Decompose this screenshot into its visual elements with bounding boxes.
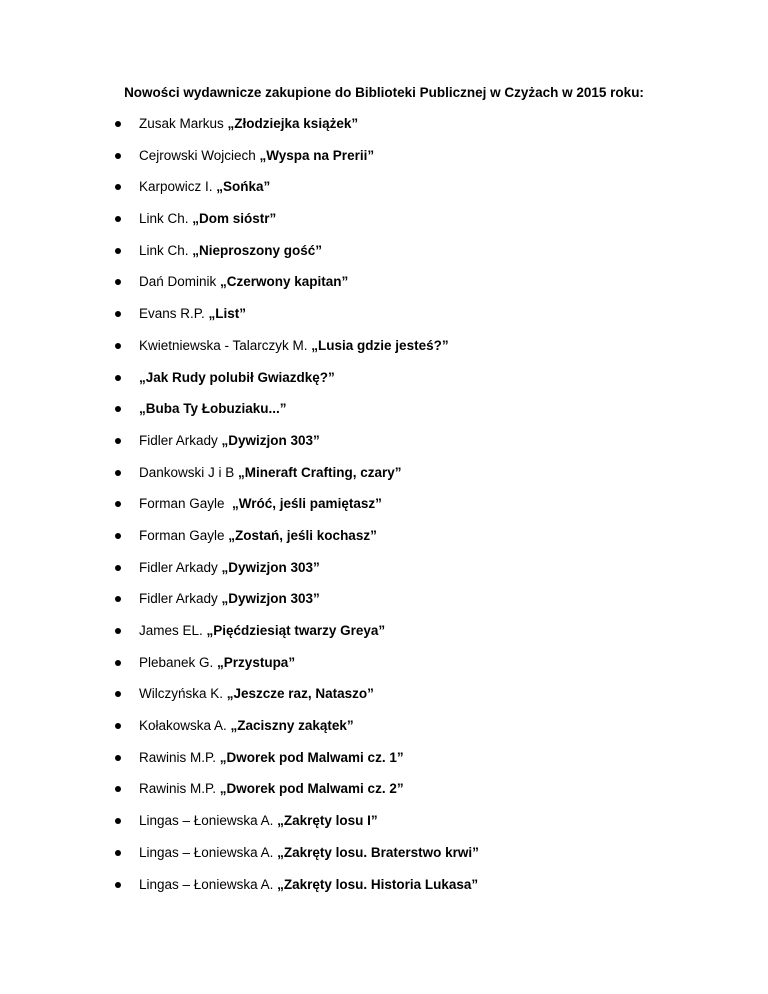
list-item <box>0 716 768 748</box>
book-author: Lingas – Łoniewska A. <box>139 844 278 860</box>
book-entry <box>139 716 354 736</box>
book-title: „Jeszcze raz, Nataszo” <box>226 686 374 702</box>
book-entry <box>139 684 374 704</box>
book-entry <box>139 336 449 356</box>
book-entry <box>139 463 402 483</box>
book-entry <box>139 526 377 546</box>
book-title: „Wróć, jeśli pamiętasz” <box>232 496 382 512</box>
bullet-icon <box>115 565 121 571</box>
book-author: Rawinis M.P. <box>139 781 220 797</box>
book-title: „Dywizjon 303” <box>221 591 320 607</box>
list-item <box>0 463 768 495</box>
book-entry <box>139 241 322 261</box>
bullet-icon <box>115 818 121 824</box>
book-title: „Zakręty losu. Historia Lukasa” <box>277 876 479 892</box>
bullet-icon <box>115 184 121 190</box>
list-item <box>0 241 768 273</box>
bullet-icon <box>115 660 121 666</box>
list-item <box>0 146 768 178</box>
book-entry <box>139 177 270 197</box>
book-title: „Buba Ty Łobuziaku...” <box>139 401 287 417</box>
book-author: James EL. <box>139 623 207 638</box>
book-title: „Dywizjon 303” <box>221 432 320 448</box>
list-item <box>0 779 768 811</box>
book-author: Fidler Arkady <box>139 591 222 607</box>
book-author: Fidler Arkady <box>139 559 222 575</box>
list-item <box>0 336 768 368</box>
page-title: Nowości wydawnicze zakupione do Biblioteki Publicznej w Czyżach w 2015 roku: <box>124 85 644 100</box>
book-list <box>0 114 768 906</box>
bullet-icon <box>115 786 121 792</box>
book-author: Link Ch. <box>139 211 193 227</box>
list-item <box>0 304 768 336</box>
book-author: Lingas – Łoniewska A. <box>139 813 278 829</box>
bullet-icon <box>115 755 121 761</box>
book-entry <box>139 304 246 324</box>
book-title: „Czerwony kapitan” <box>220 274 349 290</box>
book-entry <box>139 621 385 641</box>
book-title: „Dworek pod Malwami cz. 2” <box>219 781 404 797</box>
book-title: „Jak Rudy polubił Gwiazdkę?” <box>139 369 335 385</box>
list-item <box>0 748 768 780</box>
book-entry <box>139 558 320 578</box>
list-item <box>0 558 768 590</box>
list-item <box>0 526 768 558</box>
bullet-icon <box>115 279 121 285</box>
book-author: Forman Gayle <box>139 527 229 543</box>
book-title: „Dworek pod Malwami cz. 1” <box>219 749 404 765</box>
book-author: Kwietniewska - Talarczyk M. <box>139 337 312 353</box>
bullet-icon <box>115 628 121 634</box>
book-title: „Zostań, jeśli kochasz” <box>228 527 377 543</box>
bullet-icon <box>115 375 121 381</box>
book-author: Lingas – Łoniewska A. <box>139 876 278 892</box>
book-title: „Sońka” <box>216 179 271 195</box>
bullet-icon <box>115 470 121 476</box>
list-item <box>0 494 768 526</box>
book-entry <box>139 653 295 673</box>
book-author: Evans R.P. <box>139 306 209 322</box>
list-item <box>0 589 768 621</box>
bullet-icon <box>115 501 121 507</box>
book-author: Cejrowski Wojciech <box>139 147 260 163</box>
book-entry <box>139 875 478 895</box>
book-author: Wilczyńska K. <box>139 686 227 702</box>
list-item <box>0 114 768 146</box>
book-title: „Zakręty losu. Braterstwo krwi” <box>277 844 479 860</box>
book-entry <box>139 272 348 292</box>
book-title: „Lusia gdzie jesteś?” <box>311 337 449 353</box>
book-entry <box>139 811 378 831</box>
book-title: „Mineraft Crafting, czary” <box>238 464 402 480</box>
list-item <box>0 843 768 875</box>
list-item <box>0 684 768 716</box>
book-entry <box>139 748 404 768</box>
book-author: Karpowicz I. <box>139 179 217 195</box>
book-author: Forman Gayle <box>139 496 233 512</box>
book-author: Zusak Markus <box>139 116 228 131</box>
bullet-icon <box>115 723 121 729</box>
book-title: „Zaciszny zakątek” <box>230 718 354 734</box>
bullet-icon <box>115 343 121 349</box>
bullet-icon <box>115 533 121 539</box>
book-entry <box>139 209 276 229</box>
list-item <box>0 399 768 431</box>
list-item <box>0 811 768 843</box>
book-author: Fidler Arkady <box>139 432 222 448</box>
book-title: „Dom sióstr” <box>192 211 277 227</box>
list-item <box>0 875 768 907</box>
list-item <box>0 653 768 685</box>
book-author: Link Ch. <box>139 242 193 258</box>
bullet-icon <box>115 311 121 317</box>
book-title: „Pięćdziesiąt twarzy Greya” <box>206 623 386 638</box>
book-title: „Przystupa” <box>217 654 296 670</box>
bullet-icon <box>115 596 121 602</box>
book-entry <box>139 589 320 609</box>
bullet-icon <box>115 406 121 412</box>
book-entry <box>139 843 479 863</box>
book-author: Dankowski J i B <box>139 464 239 480</box>
book-title: „Nieproszony gość” <box>192 242 323 258</box>
bullet-icon <box>115 438 121 444</box>
list-item <box>0 177 768 209</box>
book-author: Dań Dominik <box>139 274 221 290</box>
book-entry <box>139 494 382 514</box>
bullet-icon <box>115 216 121 222</box>
bullet-icon <box>115 882 121 888</box>
book-title: „Wyspa na Prerii” <box>259 147 375 163</box>
book-author: Kołakowska A. <box>139 718 231 734</box>
list-item <box>0 621 768 653</box>
list-item <box>0 272 768 304</box>
book-title: „Dywizjon 303” <box>221 559 320 575</box>
bullet-icon <box>115 850 121 856</box>
book-entry <box>139 114 358 134</box>
list-item <box>0 368 768 400</box>
book-author: Rawinis M.P. <box>139 749 220 765</box>
list-item <box>0 431 768 463</box>
book-entry <box>139 399 287 419</box>
book-author: Plebanek G. <box>139 654 218 670</box>
book-entry <box>139 779 404 799</box>
book-entry <box>139 431 320 451</box>
bullet-icon <box>115 121 121 127</box>
book-title: „List” <box>208 306 247 322</box>
book-entry <box>139 368 335 388</box>
bullet-icon <box>115 153 121 159</box>
book-title: „Złodziejka książek” <box>227 116 359 131</box>
book-title: „Zakręty losu I” <box>277 813 378 829</box>
book-entry <box>139 146 374 166</box>
list-item <box>0 209 768 241</box>
bullet-icon <box>115 691 121 697</box>
bullet-icon <box>115 248 121 254</box>
